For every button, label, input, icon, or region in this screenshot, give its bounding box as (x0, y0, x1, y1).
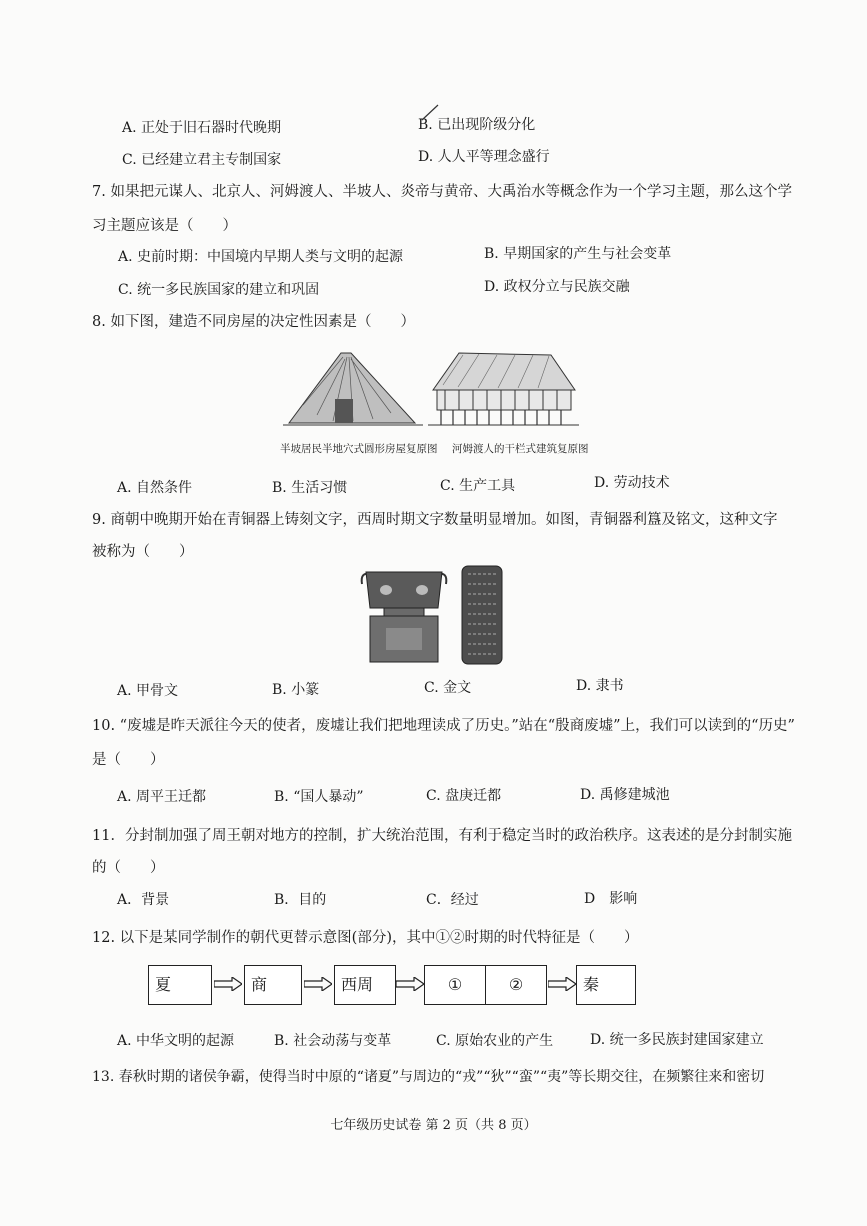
arrow-right-icon (304, 977, 332, 991)
q10-option-d: D. 禹修建城池 (580, 787, 670, 803)
q11-option-c: C．经过 (426, 892, 479, 908)
q11-stem-line2: 的（ ） (92, 860, 165, 876)
q7-option-c: C. 统一多民族国家的建立和巩固 (118, 282, 320, 298)
q9-option-c: C. 金文 (424, 680, 472, 696)
inscription-rubbing-drawing (462, 566, 502, 664)
flow-box-qin: 秦 (576, 965, 636, 1005)
q7-option-d: D. 政权分立与民族交融 (484, 279, 630, 295)
q10-stem-line1: 10. “废墟是昨天派往今天的使者，废墟让我们把地理读成了历史。”站在“殷商废墟”上，我们可以读到的“历史” (92, 718, 795, 734)
q7-stem-line1: 7. 如果把元谋人、北京人、河姆渡人、半坡人、炎帝与黄帝、大禹治水等概念作为一个学习主题，那么这个学 (92, 184, 792, 200)
flow-box-xia: 夏 (148, 965, 212, 1005)
q8-caption-left: 半坡居民半地穴式圆形房屋复原图 (280, 443, 438, 455)
q8-stem: 8. 如下图，建造不同房屋的决定性因素是（ ） (92, 314, 415, 330)
q12-option-d: D. 统一多民族封建国家建立 (590, 1032, 764, 1048)
q6-option-d: D. 人人平等理念盛行 (418, 149, 550, 165)
q6-option-b: B. 已出现阶级分化 (418, 117, 536, 133)
banpo-house-drawing (283, 353, 423, 425)
q12-option-c: C. 原始农业的产生 (436, 1033, 554, 1049)
q11-option-b: B．目的 (274, 892, 327, 908)
q8-caption-right: 河姆渡人的干栏式建筑复原图 (452, 443, 589, 455)
q10-option-c: C. 盘庚迁都 (426, 788, 502, 804)
q10-option-a: A. 周平王迁都 (117, 789, 207, 805)
q8-option-c: C. 生产工具 (440, 478, 516, 494)
q9-option-b: B. 小篆 (272, 682, 320, 698)
q9-stem-line2: 被称为（ ） (92, 544, 194, 560)
q6-option-a: A. 正处于旧石器时代晚期 (122, 120, 282, 136)
q7-option-b: B. 早期国家的产生与社会变革 (484, 246, 672, 262)
q6-option-c: C. 已经建立君主专制国家 (122, 152, 282, 168)
q8-option-d: D. 劳动技术 (594, 475, 670, 491)
q10-stem-line2: 是（ ） (92, 752, 165, 768)
arrow-right-icon (396, 977, 424, 991)
houses-illustration (283, 345, 583, 430)
q7-option-a: A. 史前时期：中国境内早期人类与文明的起源 (118, 249, 404, 265)
page-footer: 七年级历史试卷 第 2 页（共 8 页） (330, 1118, 537, 1133)
q9-option-d: D. 隶书 (576, 678, 624, 694)
flow-box-period-2: ② (485, 965, 547, 1005)
q12-option-b: B. 社会动荡与变革 (274, 1033, 392, 1049)
q8-option-b: B. 生活习惯 (272, 480, 348, 496)
q11-stem-line1: 11．分封制加强了周王朝对地方的控制，扩大统治范围，有利于稳定当时的政治秩序。这表述的是分封制实施 (92, 828, 792, 844)
q12-option-a: A. 中华文明的起源 (117, 1033, 235, 1049)
flow-box-shang: 商 (244, 965, 302, 1005)
q12-stem: 12. 以下是某同学制作的朝代更替示意图(部分)，其中①②时期的时代特征是（ ） (92, 930, 639, 946)
q11-option-a: A．背景 (117, 892, 170, 908)
li-gui-vessel-drawing (362, 572, 447, 662)
bronze-li-gui-illustration (356, 562, 506, 667)
q7-stem-line2: 习主题应该是（ ） (92, 218, 237, 234)
q8-option-a: A. 自然条件 (117, 480, 193, 496)
flow-box-xizhou: 西周 (334, 965, 396, 1005)
q11-option-d: D 影响 (584, 891, 638, 907)
flow-box-period-1: ① (424, 965, 486, 1005)
q10-option-b: B. “国人暴动” (274, 789, 364, 805)
arrow-right-icon (548, 977, 576, 991)
q13-stem-line1: 13. 春秋时期的诸侯争霸，使得当时中原的“诸夏”与周边的“戎”“狄”“蛮”“夷”等长期交往，在频繁往来和密切 (92, 1069, 765, 1085)
arrow-right-icon (214, 977, 242, 991)
q9-option-a: A. 甲骨文 (117, 683, 179, 699)
q9-stem-line1: 9. 商朝中晚期开始在青铜器上铸刻文字，西周时期文字数量明显增加。如图，青铜器利簋及铭文，这种文字 (92, 512, 778, 528)
check-mark-icon (420, 103, 440, 123)
hemudu-house-drawing (428, 353, 579, 425)
